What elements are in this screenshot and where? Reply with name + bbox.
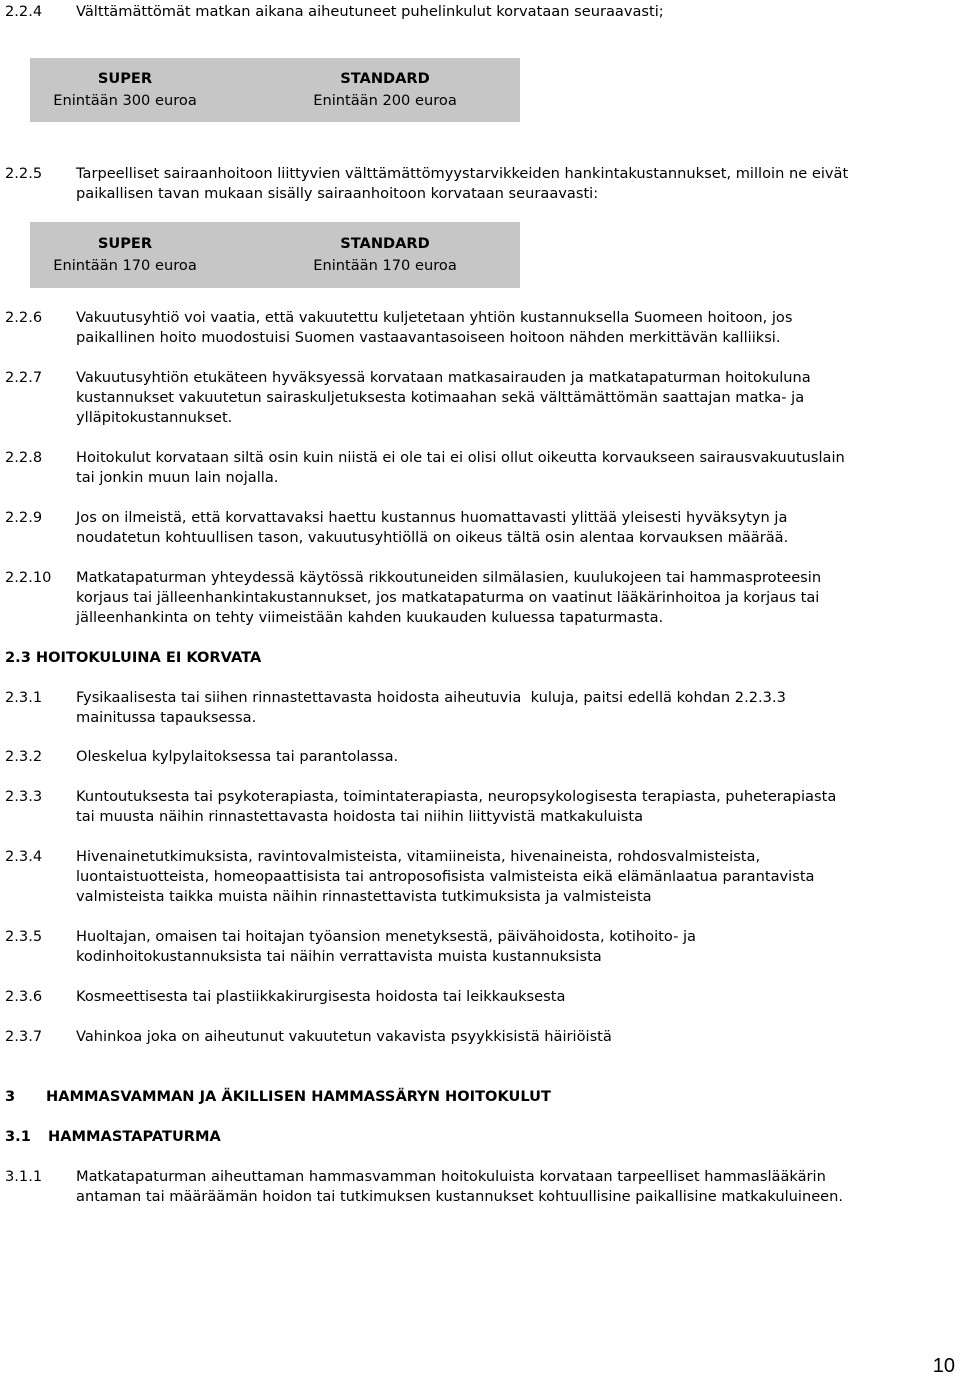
super-column <box>30 222 220 288</box>
heading-3-number: 3 <box>5 1088 16 1105</box>
section-text: Hivenainetutkimuksista, ravintovalmisteista, vitamiineista, hivenaineista, rohdosvalmisteista, luontaistuotteista, homeopaattisista tai antroposofisista valmisteista eikä elämänlaatua parantavista valmisteista taikka muista näihin rinnastettavista tutkimuksista ja valmisteista <box>76 848 815 905</box>
section-text: Vahinkoa joka on aiheutunut vakuutetun vakavista psyykkisistä häiriöistä <box>76 1028 612 1045</box>
section-text: Oleskelua kylpylaitoksessa tai parantolassa. <box>76 748 399 765</box>
super-label: SUPER <box>97 70 153 87</box>
section-text: Kosmeettisesta tai plastiikkakirurgisesta hoidosta tai leikkauksesta <box>76 988 566 1005</box>
section-number: 2.2.5 <box>5 165 43 182</box>
section-number: 2.2.8 <box>5 449 43 466</box>
section-text: Välttämättömät matkan aikana aiheutuneet puhelinkulut korvataan seuraavasti; <box>76 3 664 20</box>
section-text: Kuntoutuksesta tai psykoterapiasta, toimintaterapiasta, neuropsykologisesta terapiasta, puheterapiasta tai muusta näihin rinnastettavasta hoidosta tai niihin liittyvistä matkakuluista <box>76 788 837 825</box>
section-number: 2.3.1 <box>5 689 43 706</box>
standard-label: STANDARD <box>340 70 430 87</box>
section-text: Vakuutusyhtiö voi vaatia, että vakuutettu kuljetetaan yhtiön kustannuksella Suomeen hoitoon, jos paikallinen hoito muodostuisi Suomen vastaavantasoiseen hoitoon nähden merkittävän kalliiksi. <box>76 309 793 346</box>
section-number: 2.2.10 <box>5 569 52 586</box>
coverage-table-phone <box>30 58 520 122</box>
heading-2-3: 2.3 HOITOKULUINA EI KORVATA <box>5 649 262 666</box>
super-label: SUPER <box>97 235 153 252</box>
section-number: 2.3.5 <box>5 928 43 945</box>
section-text: Tarpeelliset sairaanhoitoon liittyvien välttämättömyystarvikkeiden hankintakustannukset, milloin ne eivät paikallisen tavan mukaan sisälly sairaanhoitoon korvataan seuraavasti: <box>76 165 849 202</box>
section-number: 2.3.4 <box>5 848 43 865</box>
section-number: 2.3.6 <box>5 988 43 1005</box>
coverage-table-supplies <box>30 222 520 288</box>
section-number: 2.2.7 <box>5 369 43 386</box>
section-number: 2.3.7 <box>5 1028 43 1045</box>
section-text: Fysikaalisesta tai siihen rinnastettavasta hoidosta aiheutuvia kuluja, paitsi edellä kohdan 2.2.3.3 mainitussa tapauksessa. <box>76 689 786 726</box>
section-text: Hoitokulut korvataan siltä osin kuin niistä ei ole tai ei olisi ollut oikeutta korvaukseen sairausvakuutuslain tai jonkin muun lain nojalla. <box>76 449 845 486</box>
standard-column <box>260 222 510 288</box>
section-text: Huoltajan, omaisen tai hoitajan työansion menetyksestä, päivähoidosta, kotihoito- ja kodinhoitokustannuksista tai näihin verrattavista muista kustannuksista <box>76 928 696 965</box>
super-amount: Enintään 170 euroa <box>53 257 197 274</box>
section-number: 2.3.3 <box>5 788 43 805</box>
standard-column <box>260 58 510 122</box>
standard-amount: Enintään 170 euroa <box>313 257 457 274</box>
section-text: Vakuutusyhtiön etukäteen hyväksyessä korvataan matkasairauden ja matkatapaturman hoitokuluna kustannukset vakuutetun sairaskuljetuksesta kotimaahan sekä välttämättömän saattajan matka- ja ylläpitokustannukset. <box>76 369 811 426</box>
super-amount: Enintään 300 euroa <box>53 92 197 109</box>
super-column <box>30 58 220 122</box>
heading-3-title: HAMMASVAMMAN JA ÄKILLISEN HAMMASSÄRYN HOITOKULUT <box>46 1088 551 1105</box>
heading-3-1-number: 3.1 <box>5 1128 31 1145</box>
section-text: Jos on ilmeistä, että korvattavaksi haettu kustannus huomattavasti ylittää yleisesti hyväksytyn ja noudatetun kohtuullisen tason, vakuutusyhtiöllä on oikeus tältä osin alentaa korvauksen määrää. <box>76 509 789 546</box>
section-number: 2.2.6 <box>5 309 43 326</box>
section-number: 3.1.1 <box>5 1168 43 1185</box>
section-text: Matkatapaturman aiheuttaman hammasvamman hoitokuluista korvataan tarpeelliset hammaslääkärin antaman tai määräämän hoidon tai tutkimuksen kustannukset kohtuullisine paikallisine matkakuluineen. <box>76 1168 844 1205</box>
standard-label: STANDARD <box>340 235 430 252</box>
section-number: 2.3.2 <box>5 748 43 765</box>
standard-amount: Enintään 200 euroa <box>313 92 457 109</box>
section-text: Matkatapaturman yhteydessä käytössä rikkoutuneiden silmälasien, kuulukojeen tai hammasproteesin korjaus tai jälleenhankintakustannukset, jos matkatapaturma on vaatinut lääkärinhoitoa ja korjaus tai jälleenhankinta on tehty viimeistään kahden kuukauden kuluessa tapaturmasta. <box>76 569 822 626</box>
heading-3-1-title: HAMMASTAPATURMA <box>48 1128 221 1145</box>
section-number: 2.2.9 <box>5 509 43 526</box>
page-number: 10 <box>932 1355 955 1377</box>
section-number: 2.2.4 <box>5 3 43 20</box>
